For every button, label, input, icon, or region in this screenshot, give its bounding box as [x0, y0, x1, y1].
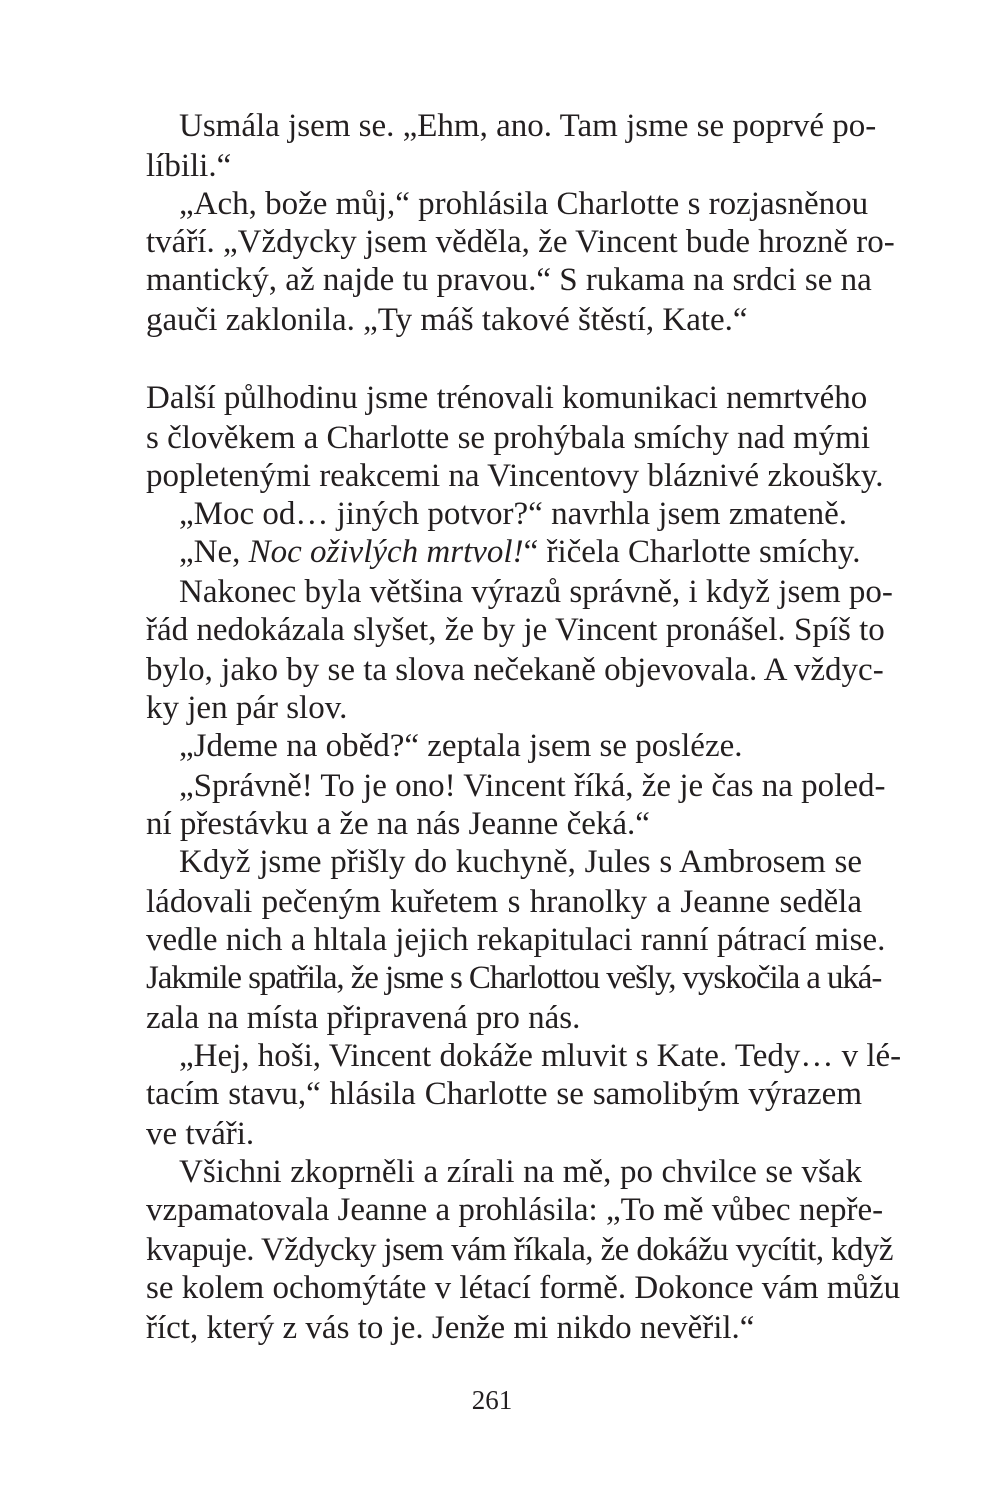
text-line: „Moc od… jiných potvor?“ navrhla jsem zmateně. — [179, 496, 848, 532]
text-line: „Hej, hoši, Vincent dokáže mluvit s Kate. Tedy… v lé- — [179, 1038, 902, 1074]
text-segment: “ řičela Charlotte smíchy. — [523, 534, 861, 570]
text-line: Když jsme přišly do kuchyně, Jules s Ambrosem se — [179, 844, 862, 880]
text-line: ládovali pečeným kuřetem s hranolky a Jeanne seděla — [146, 884, 862, 920]
text-line: vzpamatovala Jeanne a prohlásila: „To mě vůbec nepře- — [146, 1192, 884, 1228]
text-line: s člověkem a Charlotte se prohýbala smíchy nad mými — [146, 420, 870, 456]
text-line: řád nedokázala slyšet, že by je Vincent pronášel. Spíš to — [146, 612, 885, 648]
text-line: ní přestávku a že na nás Jeanne čeká.“ — [146, 806, 650, 842]
text-line: tacím stavu,“ hlásila Charlotte se samolibým výrazem — [146, 1076, 862, 1112]
text-line: „Správně! To je ono! Vincent říká, že je čas na poled- — [179, 768, 886, 804]
text-line: se kolem ochomýtáte v létací formě. Dokonce vám můžu — [146, 1270, 901, 1306]
text-line: kvapuje. Vždycky jsem vám říkala, že dokážu vycítit, když — [146, 1232, 893, 1268]
text-line: „Ach, bože můj,“ prohlásila Charlotte s rozjasněnou — [179, 186, 869, 222]
text-line: Jakmile spatřila, že jsme s Charlottou vešly, vyskočila a uká- — [146, 960, 882, 996]
text-line: popletenými reakcemi na Vincentovy bláznivé zkoušky. — [146, 458, 884, 494]
text-line: Nakonec byla většina výrazů správně, i když jsem po- — [179, 574, 893, 610]
text-segment: „Ne, — [179, 534, 249, 570]
text-line: Všichni zkoprněli a zírali na mě, po chvilce se však — [179, 1154, 862, 1190]
text-line: gauči zaklonila. „Ty máš takové štěstí, Kate.“ — [146, 302, 748, 338]
text-line: líbili.“ — [146, 148, 232, 184]
text-line: ve tváři. — [146, 1116, 255, 1152]
italic-title: Noc oživlých mrtvol! — [248, 534, 524, 570]
page-number: 261 — [471, 1385, 513, 1415]
text-line: Další půlhodinu jsme trénovali komunikaci nemrtvého — [146, 380, 868, 416]
text-line-with-italic — [179, 532, 860, 572]
text-line: tváří. „Vždycky jsem věděla, že Vincent bude hrozně ro- — [146, 224, 895, 260]
text-line: říct, který z vás to je. Jenže mi nikdo nevěřil.“ — [146, 1310, 755, 1346]
text-line: Usmála jsem se. „Ehm, ano. Tam jsme se poprvé po- — [179, 108, 877, 144]
text-line: zala na místa připravená pro nás. — [146, 1000, 581, 1036]
text-line: „Jdeme na oběd?“ zeptala jsem se posléze. — [179, 728, 743, 764]
text-line: vedle nich a hltala jejich rekapitulaci ranní pátrací mise. — [146, 922, 886, 958]
text-line: ky jen pár slov. — [146, 690, 348, 726]
text-line: mantický, až najde tu pravou.“ S rukama na srdci se na — [146, 262, 872, 298]
text-line: bylo, jako by se ta slova nečekaně objevovala. A vždyc- — [146, 652, 884, 688]
